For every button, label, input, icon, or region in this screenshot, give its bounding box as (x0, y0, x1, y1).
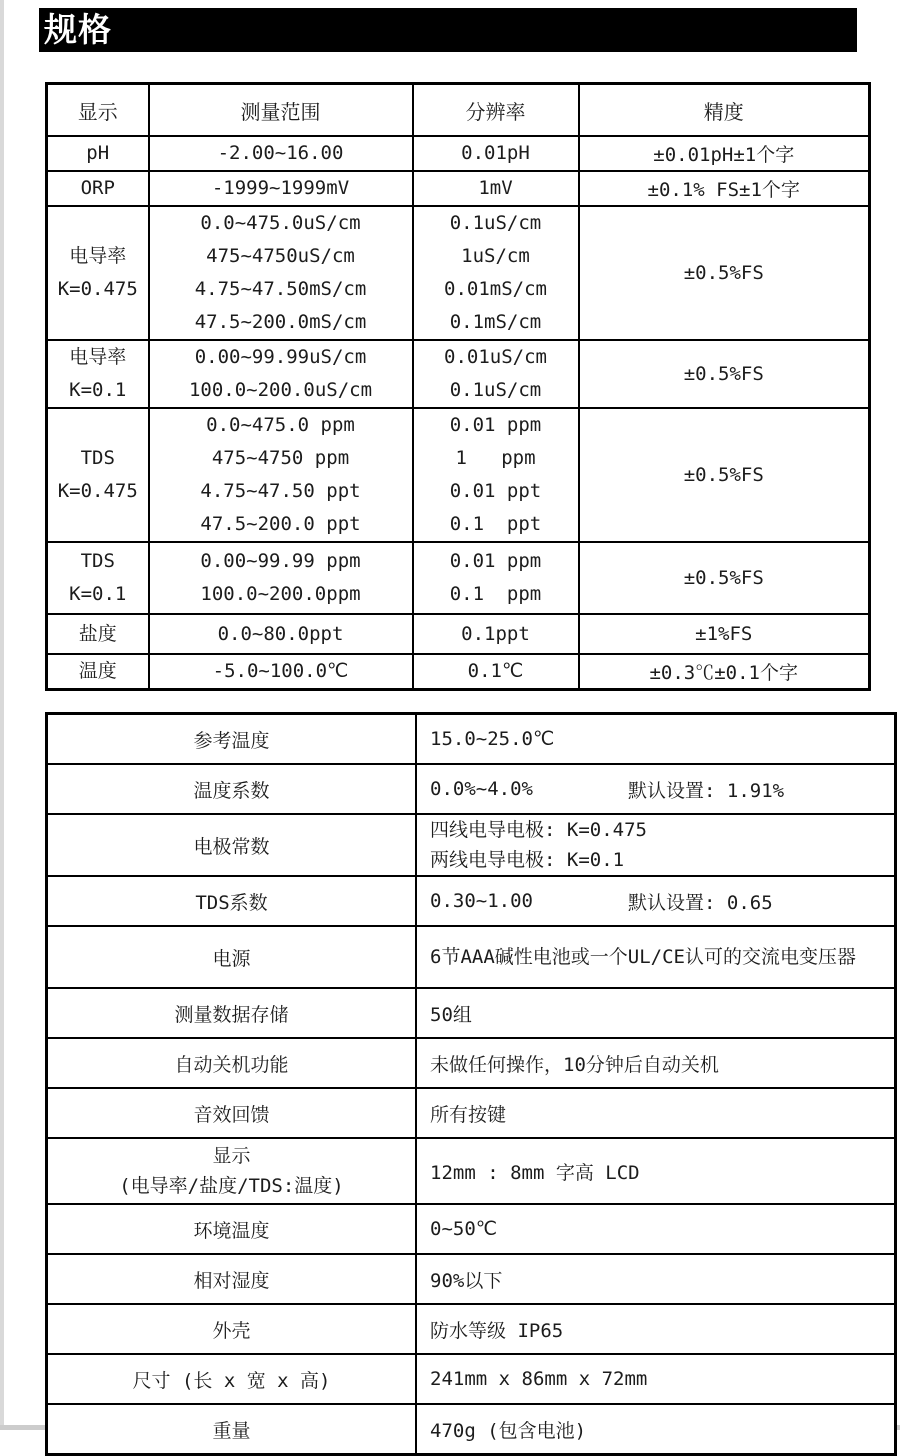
cell-line: 四线电导电极: K=0.475 (430, 819, 647, 841)
spec-label-cell: 重量 (47, 1404, 417, 1455)
display-cell (47, 136, 149, 171)
cell-line: 0.1 ppm (449, 583, 542, 605)
range-cell (149, 171, 413, 206)
spec-value-cell: 所有按键 (416, 1088, 896, 1138)
display-cell (47, 614, 149, 654)
display-cell (47, 171, 149, 206)
cell-line: 温度 (78, 660, 117, 682)
resolution-cell (413, 408, 579, 542)
cell-line: ORP (80, 177, 115, 199)
detail-row-power (47, 926, 896, 988)
detail-row-tds-factor (47, 876, 896, 926)
spec-label-cell: 电源 (47, 926, 417, 988)
cell-line: K=0.475 (57, 278, 138, 300)
spec-row-temperature (47, 654, 870, 690)
range-cell (149, 654, 413, 690)
spec-label-cell: 相对湿度 (47, 1254, 417, 1304)
cell-line: 0.01 ppm (449, 414, 542, 436)
section-title-bar (39, 8, 857, 52)
accuracy-cell: ±0.5%FS (579, 340, 870, 408)
spec-value-cell (416, 814, 896, 876)
spec-row-orp (47, 171, 870, 206)
spec-label-cell (47, 1138, 417, 1204)
spec-value-cell: 90%以下 (416, 1254, 896, 1304)
spec-label-cell: 自动关机功能 (47, 1038, 417, 1088)
cell-line: 0.1ppt (461, 622, 530, 645)
cell-line: 电导率 (69, 245, 127, 267)
value-range: 0.30~1.00 (430, 890, 533, 912)
cell-line: K=0.475 (57, 480, 138, 502)
display-cell (47, 340, 149, 408)
cell-line: 0.1℃ (467, 660, 524, 682)
display-cell (47, 654, 149, 690)
cell-line: TDS (80, 550, 115, 572)
cell-line: 6节AAA碱性电池或一个UL/CE认可的交流电变压器 (430, 945, 856, 968)
spec-value-cell: 防水等级 IP65 (416, 1304, 896, 1354)
detail-row-weight (47, 1404, 896, 1455)
spec-value-cell: 15.0~25.0℃ (416, 714, 896, 765)
cell-line: (电导率/盐度/TDS:温度) (119, 1175, 344, 1197)
cell-line: 475~4750uS/cm (206, 245, 355, 267)
cell-line: 4.75~47.50 ppt (200, 480, 361, 502)
value-with-default (430, 888, 886, 915)
cell-line: TDS (80, 447, 115, 469)
cell-line: 1mV (478, 177, 513, 199)
detail-row-auto-off (47, 1038, 896, 1088)
cell-line: 0.00~99.99uS/cm (194, 346, 367, 368)
cell-line: K=0.1 (69, 583, 127, 605)
range-cell (149, 542, 413, 614)
accuracy-cell: ±0.1% FS±1个字 (579, 171, 870, 206)
spec-value-cell: 50组 (416, 988, 896, 1038)
resolution-cell (413, 171, 579, 206)
range-cell (149, 408, 413, 542)
spec-value-cell: 241mm x 86mm x 72mm (416, 1354, 896, 1404)
cell-line: 1uS/cm (461, 245, 530, 267)
col-header-range: 测量范围 (149, 84, 413, 137)
spec-row-conductivity-k01 (47, 340, 870, 408)
detail-row-audio-feedback (47, 1088, 896, 1138)
cell-line: K=0.1 (69, 379, 127, 401)
range-cell (149, 340, 413, 408)
cell-line: 0.1mS/cm (449, 311, 542, 333)
cell-line: 电导率 (69, 346, 127, 368)
display-cell (47, 206, 149, 340)
spec-value-cell: 470g (包含电池) (416, 1404, 896, 1455)
accuracy-cell: ±0.5%FS (579, 542, 870, 614)
spec-label-cell: 电极常数 (47, 814, 417, 876)
display-cell (47, 408, 149, 542)
spec-label-cell: 温度系数 (47, 764, 417, 814)
accuracy-cell: ±0.5%FS (579, 408, 870, 542)
spec-value-cell (416, 926, 896, 988)
spec-label-cell: TDS系数 (47, 876, 417, 926)
spec-label-cell: 外壳 (47, 1304, 417, 1354)
cell-line: 47.5~200.0mS/cm (194, 311, 367, 333)
cell-line: -5.0~100.0℃ (212, 660, 349, 682)
range-cell (149, 614, 413, 654)
cell-line: 0.01mS/cm (444, 278, 547, 300)
spec-row-tds-k0475 (47, 408, 870, 542)
cell-line: 显示 (212, 1145, 251, 1167)
spec-header-row (47, 84, 870, 137)
value-default-setting: 默认设置: 1.91% (628, 779, 785, 802)
spec-label-cell: 环境温度 (47, 1204, 417, 1254)
spec-table (45, 82, 871, 691)
resolution-cell (413, 654, 579, 690)
resolution-cell (413, 614, 579, 654)
cell-line: pH (86, 142, 110, 164)
accuracy-cell: ±0.5%FS (579, 206, 870, 340)
cell-line: -2.00~16.00 (217, 142, 344, 164)
detail-row-temp-coefficient (47, 764, 896, 814)
cell-line: 0.01 ppm (449, 550, 542, 572)
display-cell (47, 542, 149, 614)
resolution-cell (413, 542, 579, 614)
spec-label-cell: 测量数据存储 (47, 988, 417, 1038)
cell-line: 两线电导电极: K=0.1 (430, 849, 625, 871)
page-edge-left (0, 0, 4, 1430)
spec-label-cell: 尺寸 (长 x 宽 x 高) (47, 1354, 417, 1404)
cell-line: 475~4750 ppm (211, 447, 350, 469)
detail-table (45, 712, 897, 1456)
range-cell (149, 206, 413, 340)
cell-line: 100.0~200.0uS/cm (188, 379, 373, 401)
col-header-accuracy: 精度 (579, 84, 870, 137)
spec-value-cell (416, 876, 896, 926)
cell-line: 0.01 ppt (449, 480, 542, 502)
cell-line: 0.01pH (461, 142, 530, 164)
cell-line: 0.1uS/cm (449, 379, 542, 401)
resolution-cell (413, 136, 579, 171)
resolution-cell (413, 340, 579, 408)
accuracy-cell: ±0.3℃±0.1个字 (579, 654, 870, 690)
cell-line: 盐度 (78, 622, 117, 645)
detail-row-cell-constant (47, 814, 896, 876)
spec-row-salinity (47, 614, 870, 654)
range-cell (149, 136, 413, 171)
detail-row-ambient-temp (47, 1204, 896, 1254)
detail-row-display (47, 1138, 896, 1204)
value-with-default (430, 776, 886, 803)
page-title: 规格 (44, 10, 112, 49)
detail-row-housing (47, 1304, 896, 1354)
cell-line: -1999~1999mV (211, 177, 350, 199)
accuracy-cell: ±0.01pH±1个字 (579, 136, 870, 171)
col-header-resolution: 分辨率 (413, 84, 579, 137)
spec-value-cell: 12mm : 8mm 字高 LCD (416, 1138, 896, 1204)
cell-line: 47.5~200.0 ppt (200, 513, 361, 535)
detail-row-dimensions (47, 1354, 896, 1404)
value-range: 0.0%~4.0% (430, 778, 533, 800)
cell-line: 0.1uS/cm (449, 212, 542, 234)
spec-row-conductivity-k0475 (47, 206, 870, 340)
spec-label-cell: 音效回馈 (47, 1088, 417, 1138)
cell-line: 0.0~80.0ppt (217, 622, 344, 645)
spec-label-cell: 参考温度 (47, 714, 417, 765)
spec-row-tds-k01 (47, 542, 870, 614)
cell-line: 100.0~200.0ppm (200, 583, 361, 605)
spec-value-cell (416, 764, 896, 814)
cell-line: 0.0~475.0 ppm (206, 414, 355, 436)
value-default-setting: 默认设置: 0.65 (628, 891, 773, 914)
detail-row-data-storage (47, 988, 896, 1038)
accuracy-cell: ±1%FS (579, 614, 870, 654)
cell-line: 4.75~47.50mS/cm (194, 278, 367, 300)
col-header-display: 显示 (47, 84, 149, 137)
cell-line: 0.00~99.99 ppm (200, 550, 361, 572)
detail-row-relative-humidity (47, 1254, 896, 1304)
cell-line: 1 ppm (455, 447, 536, 469)
spec-value-cell: 0~50℃ (416, 1204, 896, 1254)
cell-line: 0.01uS/cm (444, 346, 547, 368)
resolution-cell (413, 206, 579, 340)
cell-line: 0.0~475.0uS/cm (200, 212, 361, 234)
spec-row-ph (47, 136, 870, 171)
detail-row-ref-temp (47, 714, 896, 765)
spec-value-cell: 未做任何操作，10分钟后自动关机 (416, 1038, 896, 1088)
cell-line: 0.1 ppt (449, 513, 542, 535)
